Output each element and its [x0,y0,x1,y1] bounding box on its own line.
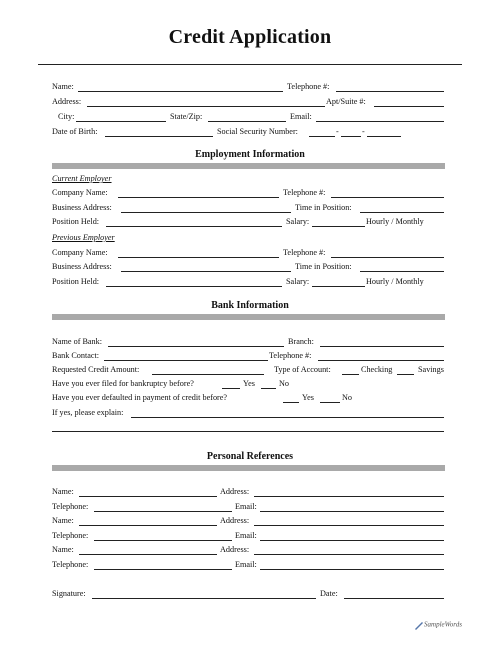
checking-checkbox[interactable] [342,374,359,375]
time-in-position-label: Time in Position: [295,203,352,212]
current-time-field[interactable] [360,212,444,213]
previous-salary-field[interactable] [312,286,365,287]
row-bank-name [0,337,500,349]
account-type-label: Type of Account: [274,365,331,374]
apt-label: Apt/Suite #: [326,97,366,106]
section-bar [52,465,445,471]
signature-field[interactable] [92,598,316,599]
branch-field[interactable] [320,346,444,347]
bankruptcy-no-checkbox[interactable] [261,388,276,389]
page-title: Credit Application [168,26,332,48]
previous-employer-heading: Previous Employer [52,233,115,242]
ref3-email-field[interactable] [260,569,444,570]
business-address-label: Business Address: [52,203,112,212]
row-requested-credit [0,365,500,377]
row-address [0,97,500,109]
name-label: Name: [52,82,74,91]
row-bankruptcy [0,379,500,391]
ssn-field-3[interactable] [367,136,401,137]
previous-business-address-field[interactable] [121,271,291,272]
ref2-address-field[interactable] [254,525,444,526]
row-ref3-name [0,545,500,557]
salary-label: Salary: [286,217,310,226]
telephone-label: Telephone #: [269,351,312,360]
bank-heading: Bank Information [211,300,289,311]
explain-label: If yes, please explain: [52,408,124,417]
row-explain-continued [0,422,500,434]
checking-label: Checking [361,365,393,374]
row-current-company [0,188,500,200]
current-salary-field[interactable] [312,226,365,227]
explain-field-continued[interactable] [52,431,444,432]
defaulted-question: Have you ever defaulted in payment of credit before? [52,393,228,402]
row-defaulted [0,393,500,405]
current-position-field[interactable] [106,226,282,227]
row-explain [0,408,500,420]
savings-checkbox[interactable] [397,374,414,375]
row-current-position [0,217,500,229]
ssn-separator: - [362,127,365,136]
pen-icon [414,620,424,630]
section-bar [52,314,445,320]
state-zip-label: State/Zip: [170,112,203,121]
previous-position-field[interactable] [106,286,282,287]
ssn-field-2[interactable] [341,136,361,137]
address-field[interactable] [87,106,325,107]
ref3-name-field[interactable] [79,554,217,555]
ref3-address-field[interactable] [254,554,444,555]
row-name [0,82,500,94]
explain-field[interactable] [131,417,444,418]
reference-address-label: Address: [220,516,250,525]
salary-label: Salary: [286,277,310,286]
reference-telephone-label: Telephone: [52,560,89,569]
requested-credit-label: Requested Credit Amount: [52,365,140,374]
row-ref1-name [0,487,500,499]
time-in-position-label: Time in Position: [295,262,352,271]
bank-contact-field[interactable] [104,360,268,361]
telephone-label: Telephone #: [283,188,326,197]
reference-email-label: Email: [235,502,257,511]
row-dob [0,127,500,139]
ref1-name-field[interactable] [79,496,217,497]
dob-label: Date of Birth: [52,127,98,136]
row-ref2-telephone [0,531,500,543]
logo-text: SampleWords [424,620,462,629]
row-previous-position [0,277,500,289]
signature-label: Signature: [52,589,86,598]
previous-time-field[interactable] [360,271,444,272]
bankruptcy-question: Have you ever filed for bankruptcy before? [52,379,194,388]
reference-telephone-label: Telephone: [52,531,89,540]
row-signature [0,589,500,601]
savings-label: Savings [418,365,444,374]
reference-email-label: Email: [235,560,257,569]
title-divider [38,64,462,65]
reference-name-label: Name: [52,487,74,496]
defaulted-yes-checkbox[interactable] [283,402,299,403]
hourly-monthly-label: Hourly / Monthly [366,217,424,226]
no-label: No [279,379,290,388]
ref1-address-field[interactable] [254,496,444,497]
ssn-field-1[interactable] [309,136,335,137]
yes-label: Yes [243,379,255,388]
branch-label: Branch: [288,337,314,346]
current-business-address-field[interactable] [121,212,291,213]
company-label: Company Name: [52,188,108,197]
row-ref2-name [0,516,500,528]
city-label: City: [58,112,75,121]
bank-name-field[interactable] [108,346,284,347]
bank-telephone-field[interactable] [318,360,444,361]
defaulted-no-checkbox[interactable] [320,402,340,403]
no-label: No [342,393,353,402]
reference-name-label: Name: [52,545,74,554]
row-ref1-telephone [0,502,500,514]
yes-label: Yes [302,393,314,402]
reference-name-label: Name: [52,516,74,525]
ref1-telephone-field[interactable] [94,511,232,512]
previous-company-field[interactable] [118,257,279,258]
position-label: Position Held: [52,277,100,286]
address-label: Address: [52,97,82,106]
date-label: Date: [320,589,338,598]
current-employer-heading: Current Employer [52,174,112,183]
row-previous-company [0,248,500,260]
references-heading: Personal References [206,451,294,462]
dob-field[interactable] [105,136,213,137]
requested-credit-field[interactable] [152,374,264,375]
city-field[interactable] [76,121,166,122]
apt-field[interactable] [374,106,444,107]
hourly-monthly-label: Hourly / Monthly [366,277,424,286]
email-label: Email: [290,112,312,121]
previous-telephone-field[interactable] [331,257,444,258]
bankruptcy-yes-checkbox[interactable] [222,388,240,389]
row-city [0,112,500,124]
brand-logo [414,620,462,630]
telephone-label: Telephone #: [287,82,330,91]
position-label: Position Held: [52,217,100,226]
reference-address-label: Address: [220,545,250,554]
row-bank-contact [0,351,500,363]
email-field[interactable] [316,121,444,122]
reference-email-label: Email: [235,531,257,540]
bank-name-label: Name of Bank: [52,337,103,346]
telephone-label: Telephone #: [283,248,326,257]
bank-contact-label: Bank Contact: [52,351,100,360]
company-label: Company Name: [52,248,108,257]
current-company-field[interactable] [118,197,279,198]
employment-heading: Employment Information [195,149,305,160]
name-field[interactable] [78,91,283,92]
reference-telephone-label: Telephone: [52,502,89,511]
date-field[interactable] [344,598,444,599]
ssn-label: Social Security Number: [217,127,298,136]
ref2-telephone-field[interactable] [94,540,232,541]
current-telephone-field[interactable] [331,197,444,198]
ref2-email-field[interactable] [260,540,444,541]
state-zip-field[interactable] [208,121,286,122]
ssn-separator: - [336,127,339,136]
reference-address-label: Address: [220,487,250,496]
row-ref3-telephone [0,560,500,572]
business-address-label: Business Address: [52,262,112,271]
section-bar [52,163,445,169]
ref2-name-field[interactable] [79,525,217,526]
telephone-field[interactable] [336,91,444,92]
row-previous-business-address [0,262,500,274]
ref1-email-field[interactable] [260,511,444,512]
ref3-telephone-field[interactable] [94,569,232,570]
row-current-business-address [0,203,500,215]
